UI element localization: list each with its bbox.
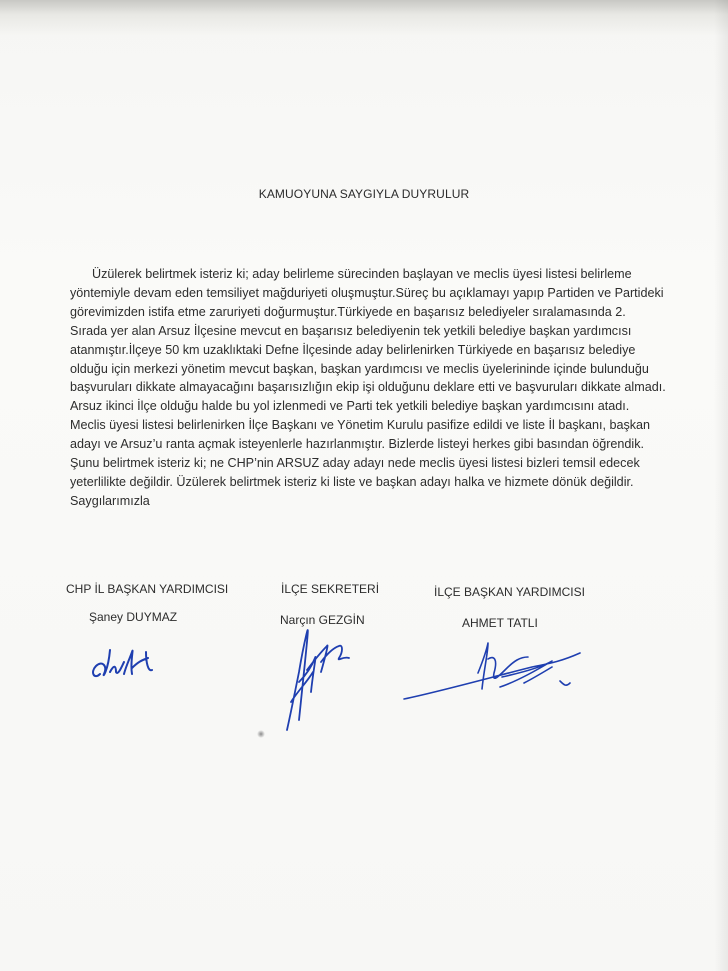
paper-edge-shadow: [714, 0, 728, 971]
signature-3-icon: [402, 633, 602, 703]
signatory-1: [66, 582, 246, 692]
signatory-3: [434, 585, 634, 705]
body-paragraph: Üzülerek belirtmek isteriz ki; aday belirleme sürecinden başlayan ve meclis üyesi listesi belirleme yöntemiyle devam eden temsiliyet mağduriyeti oluşmuştur.Süreç bu açıklamayı yapıp Partiden ve Partideki görevimizden istifa etme zaruriyeti doğurmuştur.Türkiyede en başarısız belediyeler sıralamasında 2. Sırada yer alan Arsuz İlçesine mevcut en başarısız belediyenin tek yetkili belediye başkan yardımcısı atanmıştır.İlçeye 50 km uzaklıktaki Defne İlçesinde aday belirlenirken Türkiyede en başarısız belediye olduğu için merkezi yönetim mevcut başkan, başkan yardımcısı ve meclis üyelerininde içinde bulunduğu başvuruları dikkate almayacağını başarısızlığın ekip işi olduğunu deklare etti ve başvuruları dikkate almadı. Arsuz ikinci İlçe olduğu halde bu yol izlenmedi ve Parti tek yetkili belediye başkan yardımcısını atadı. Meclis üyesi listesi belirlenirken İlçe Başkanı ve Yönetim Kurulu pasifize edildi ve liste İl başkanı, başkan adayı ve Arsuz’u ranta açmak isteyenlerle hazırlanmıştır. Bizlerde listeyi herkes gibi basından öğrendik. Şunu belirtmek isteriz ki; ne CHP’nin ARSUZ aday adayı nede meclis üyesi listesi bizleri temsil edecek yeterlilikte değildir. Üzülerek belirtmek isteriz ki liste ve başkan adayı halka ve hizmete dönük değildir. Saygılarımızla: [70, 267, 666, 508]
signature-2-icon: [281, 612, 361, 742]
signatory-1-title: CHP İL BAŞKAN YARDIMCISI: [66, 582, 229, 596]
signatory-2-title: İLÇE SEKRETERİ: [281, 582, 380, 596]
paper-smudge: [257, 730, 265, 738]
signatory-3-name: AHMET TATLI: [462, 616, 538, 630]
signature-1-icon: [86, 622, 176, 692]
signatory-1-name: Şaney DUYMAZ: [89, 610, 178, 624]
document-title: KAMUOYUNA SAYGIYLA DUYRULUR: [258, 187, 470, 201]
signatory-2-name: Narçın GEZGİN: [280, 613, 365, 627]
signatory-3-title: İLÇE BAŞKAN YARDIMCISI: [434, 585, 585, 599]
document-body: [70, 265, 666, 511]
